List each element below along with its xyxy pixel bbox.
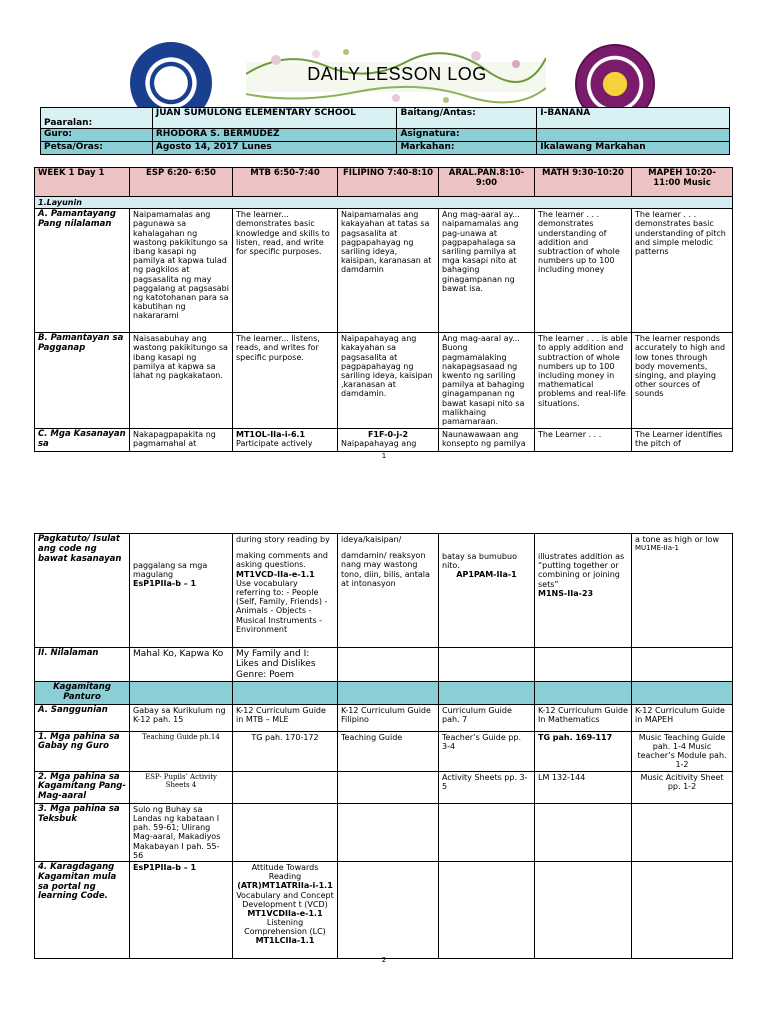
cell: Naipamamalas ang kakayahan at tatas sa pagsasalita at pagpapahayag ng sariling ideya, kaisipan, karanasan at damdamin — [338, 209, 439, 333]
cell — [233, 771, 338, 803]
row-label-nilalaman: II. Nilalaman — [35, 648, 130, 682]
baitang-value: I-BANANA — [537, 108, 730, 129]
mapeh-code: MU1ME-IIa-1 — [635, 544, 680, 553]
cell: EsP1PIIa-b – 1 — [130, 861, 233, 958]
fil-code: F1F-0-j-2 — [367, 430, 409, 440]
cell: Teaching Guide ph.14 — [130, 731, 233, 771]
cell: ESP- Pupils’ Activity Sheets 4 — [130, 771, 233, 803]
ap-code: AP1PAM-IIa-1 — [456, 570, 517, 580]
cell: Naipamamalas ang pagunawa sa kahalagahan ng wastong pakikitungo sa ibang kasapi ng pamilya at kapwa tulad ng pagkilos at pagsasalita ng may paggalang at pagsasabi ng katotohanan para sa kabutihan ng nakararami — [130, 209, 233, 333]
mtb-code: MT1OL-IIa-i-6.1 — [236, 430, 306, 440]
fil-text: Naipapahayag ang — [341, 439, 417, 449]
page-title: DAILY LESSON LOG — [307, 64, 487, 84]
cell: The Learner identifies the pitch of — [632, 429, 733, 452]
row-label-teksbuk: 3. Mga pahina sa Teksbuk — [35, 803, 130, 861]
col-header-mtb: MTB 6:50-7:40 — [233, 168, 338, 197]
col-header-esp: ESP 6:20- 6:50 — [130, 168, 233, 197]
row-label-pamantayan-pagganap: B. Pamantayan sa Pagganap — [35, 333, 130, 429]
cell — [338, 771, 439, 803]
page-number: 2 — [381, 956, 387, 964]
cell: Activity Sheets pp. 3-5 — [439, 771, 535, 803]
section-layunin: 1.Layunin — [35, 197, 733, 209]
cell: Curriculum Guide pah. 7 — [439, 704, 535, 731]
cell: K-12 Curriculum Guide In Mathematics — [535, 704, 632, 731]
asignatura-label: Asignatura: — [397, 129, 537, 142]
cell — [439, 682, 535, 705]
asignatura-value — [537, 129, 730, 142]
cell: Nakapagpapakita ng pagmamahal at — [130, 429, 233, 452]
row-label-pamantayang-nilalaman: A. Pamantayang Pang nilalaman — [35, 209, 130, 333]
row-label-kagamitang-panturo: Kagamitang Panturo — [35, 682, 130, 705]
cell: Music Teaching Guide pah. 1-4 Music teacher’s Module pah. 1-2 — [632, 731, 733, 771]
cell: Mahal Ko, Kapwa Ko — [130, 648, 233, 682]
col-header-filipino: FILIPINO 7:40-8:10 — [338, 168, 439, 197]
guro-value: RHODORA S. BERMUDEZ — [152, 129, 397, 142]
cell — [233, 682, 338, 705]
cell — [338, 534, 439, 648]
cell: Naunawawaan ang konsepto ng pamilya — [439, 429, 535, 452]
cell — [632, 803, 733, 861]
cell — [338, 861, 439, 958]
ap-text: batay sa bumubuo nito. — [442, 552, 517, 571]
cell: Teacher’s Guide pp. 3-4 — [439, 731, 535, 771]
cell — [535, 682, 632, 705]
cell: Music Acitivity Sheet pp. 1-2 — [632, 771, 733, 803]
math-text: illustrates addition as “putting together or combining or joining sets” — [538, 552, 625, 589]
cell — [632, 682, 733, 705]
cell — [632, 648, 733, 682]
baitang-label: Baitang/Antas: — [397, 108, 537, 129]
page-gap — [0, 464, 768, 510]
mtb-code: MT1VCD-IIa-e-1.1 — [236, 569, 315, 579]
cell — [338, 682, 439, 705]
cell — [233, 803, 338, 861]
cell: TG pah. 169-117 — [535, 731, 632, 771]
cell: My Family and I: Likes and Dislikes Genre: Poem — [233, 648, 338, 682]
mtb-text-3: Use vocabulary referring to: - People (Self, Family, Friends) - Animals - Objects - Musical Instruments - Environment — [236, 578, 328, 634]
cell: Gabay sa Kurikulum ng K-12 pah. 15 — [130, 704, 233, 731]
cell: K-12 Curriculum Guide in MAPEH — [632, 704, 733, 731]
row-label-kagamitang-mag-aaral: 2. Mga pahina sa Kagamitang Pang-Mag-aaral — [35, 771, 130, 803]
cell: K-12 Curriculum Guide Filipino — [338, 704, 439, 731]
cell — [233, 861, 338, 958]
mtb-code-2: MT1VCDIIa-e-1.1 — [247, 908, 323, 918]
petsa-value: Agosto 14, 2017 Lunes — [152, 142, 397, 155]
mtb-text-3: Listening Comprehension (LC) — [244, 918, 326, 937]
math-code: M1NS-IIa-23 — [538, 588, 594, 598]
mtb-code-1: (ATR)MT1ATRIIa-i-1.1 — [237, 881, 333, 891]
cell — [233, 429, 338, 452]
cell — [439, 534, 535, 648]
cell — [439, 648, 535, 682]
mtb-text: Participate actively — [236, 439, 313, 449]
petsa-label: Petsa/Oras: — [41, 142, 153, 155]
cell — [338, 429, 439, 452]
mtb-text-1: Attitude Towards Reading — [251, 862, 319, 882]
mtb-text-2: making comments and asking questions. — [236, 551, 329, 570]
cell — [632, 534, 733, 648]
cell: The learner . . . is able to apply addition and subtraction of whole numbers up to 100 including money in mathematical problems and real-life situations. — [535, 333, 632, 429]
cell: The learner... demonstrates basic knowledge and skills to listen, read, and write for specific purposes. — [233, 209, 338, 333]
cell: Teaching Guide — [338, 731, 439, 771]
cell — [130, 534, 233, 648]
col-header-mapeh: MAPEH 10:20-11:00 Music — [632, 168, 733, 197]
cell: Ang mag-aaral ay... naipamamalas ang pag-unawa at pagpapahalaga sa sariling pamilya at mga kasapi nito at bahaging ginagampanan ng bawat isa. — [439, 209, 535, 333]
guro-label: Guro: — [41, 129, 153, 142]
col-header-aralpan: ARAL.PAN.8:10-9:00 — [439, 168, 535, 197]
row-label-gabay-guro: 1. Mga pahina sa Gabay ng Guro — [35, 731, 130, 771]
cell: The learner . . . demonstrates basic understanding of pitch and simple melodic patterns — [632, 209, 733, 333]
cell: TG pah. 170-172 — [233, 731, 338, 771]
page-2 — [0, 510, 768, 1024]
esp-text: paggalang sa mga magulang — [133, 561, 208, 580]
cell — [535, 861, 632, 958]
cell — [338, 803, 439, 861]
row-label-sanggunian: A. Sanggunian — [35, 704, 130, 731]
mtb-text-2: Vocabulary and Concept Development t (VCD) — [236, 890, 334, 909]
page-1 — [0, 0, 768, 464]
cell: K-12 Curriculum Guide in MTB – MLE — [233, 704, 338, 731]
lesson-table-page-1 — [34, 167, 733, 452]
mapeh-text: a tone as high or low — [635, 535, 719, 544]
cell — [338, 648, 439, 682]
cell: Ang mag-aaral ay... Buong pagmamalaking nakapagsasaad ng kwento ng sariling pamilya at bahaging ginagampanan ng bawat kasapi nito sa malikhaing pamamaraan. — [439, 333, 535, 429]
row-label-kasanayan: C. Mga Kasanayan sa — [35, 429, 130, 452]
cell: The learner... listens, reads, and writes for specific purpose. — [233, 333, 338, 429]
cell — [233, 534, 338, 648]
cell — [439, 803, 535, 861]
cell: The learner responds accurately to high and low tones through body movements, singing, and playing other sources of sounds — [632, 333, 733, 429]
paaralan-label: Paaralan: — [41, 108, 153, 129]
cell — [439, 861, 535, 958]
cell — [535, 648, 632, 682]
col-header-math: MATH 9:30-10:20 — [535, 168, 632, 197]
cell: Sulo ng Buhay sa Landas ng kabataan I pah. 59-61; Ulirang Mag-aaral, Makadiyos Makabayan I pah. 55-56 — [130, 803, 233, 861]
mtb-text-1: during story reading by — [236, 535, 330, 544]
col-header-week: WEEK 1 Day 1 — [35, 168, 130, 197]
row-label-pagkatuto: Pagkatuto/ Isulat ang code ng bawat kasanayan — [35, 534, 130, 648]
fil-text-1: ideya/kaisipan/ — [341, 535, 402, 544]
cell: LM 132-144 — [535, 771, 632, 803]
info-table — [40, 107, 730, 155]
page-number: 1 — [381, 452, 387, 460]
cell: The learner . . . demonstrates understanding of addition and subtraction of whole numbers up to 100 including money — [535, 209, 632, 333]
markahan-value: Ikalawang Markahan — [537, 142, 730, 155]
row-label-karagdagang-kagamitan: 4. Karagdagang Kagamitan mula sa portal ng learning Code. — [35, 861, 130, 958]
cell: The Learner . . . — [535, 429, 632, 452]
cell — [535, 534, 632, 648]
markahan-label: Markahan: — [397, 142, 537, 155]
cell: Naisasabuhay ang wastong pakikitungo sa ibang kasapi ng pamilya at kapwa sa lahat ng pagkakataon. — [130, 333, 233, 429]
cell — [632, 861, 733, 958]
cell: Naipapahayag ang kakayahan sa pagsasalita at pagpapahayag ng sariling ideya, kaisipan ,karanasan at damdamin. — [338, 333, 439, 429]
cell — [130, 682, 233, 705]
lesson-table-page-2 — [34, 533, 733, 959]
esp-code: EsP1PIIa-b – 1 — [133, 579, 197, 589]
cell — [535, 803, 632, 861]
mtb-code-3: MT1LCIIa-1.1 — [255, 936, 315, 946]
paaralan-value: JUAN SUMULONG ELEMENTARY SCHOOL — [152, 108, 397, 129]
fil-text-2: damdamin/ reaksyon nang may wastong tono, diin, bilis, antala at intonasyon — [341, 551, 430, 588]
